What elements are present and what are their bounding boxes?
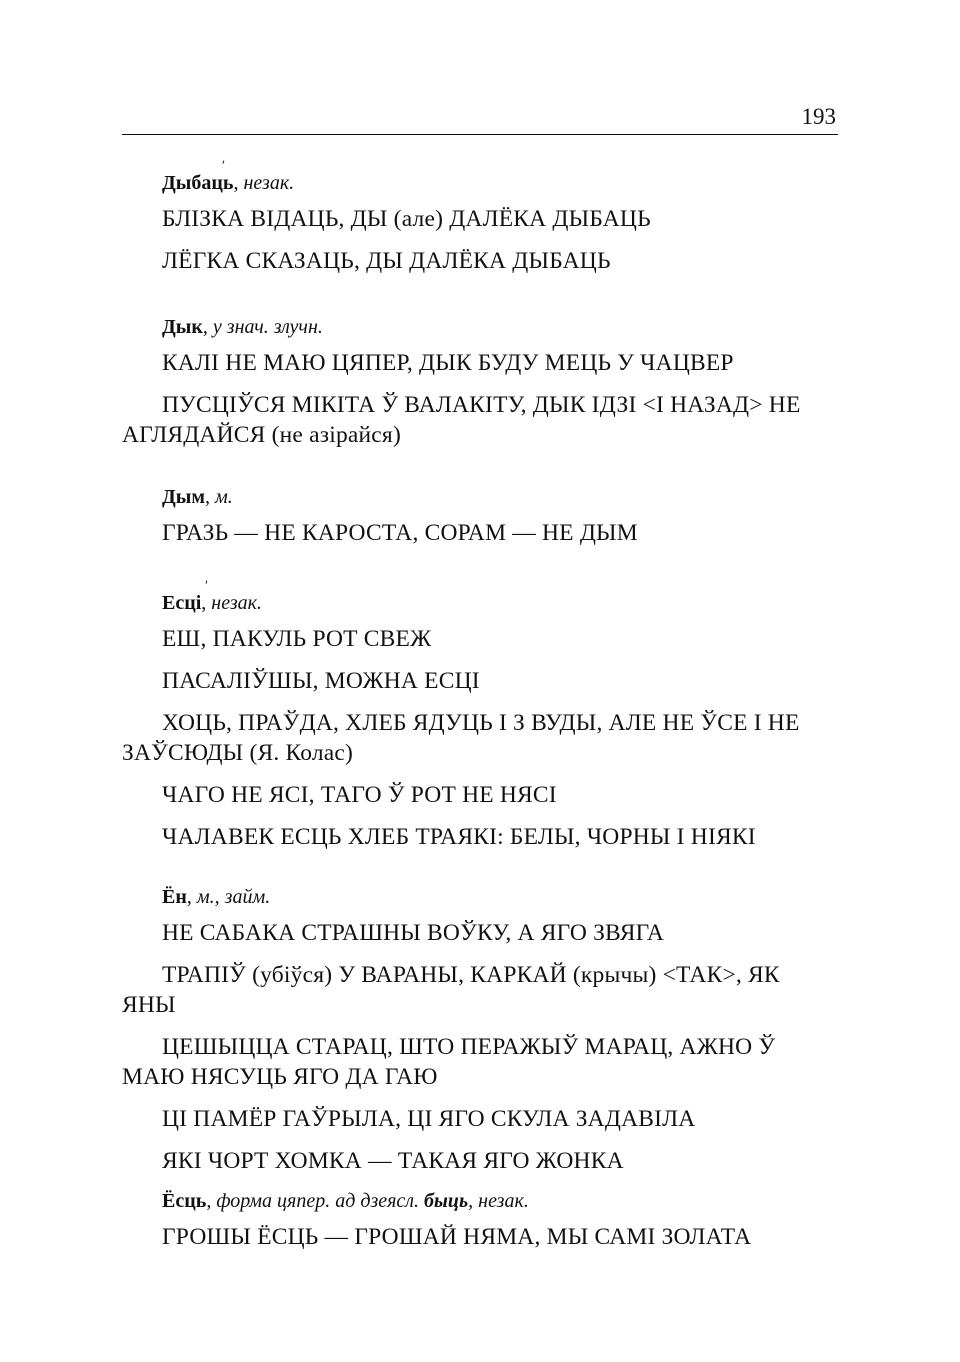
grammar-note: у знач. злучн. (212, 316, 323, 338)
page-number: 193 (801, 104, 836, 129)
headword: Дыбаць (162, 172, 234, 194)
saying: ЦЕШЫЦЦА СТАРАЦ, ШТО ПЕРАЖЫЎ МАРАЦ, АЖНО Ў МАЮ НЯСУЦЬ ЯГО ДА ГАЮ (122, 1034, 776, 1090)
grammar-note-post: незак. (478, 1190, 529, 1212)
saying: ГРОШЫ ЁСЦЬ — ГРОШАЙ НЯМА, МЫ САМІ ЗОЛАТА (162, 1224, 752, 1250)
headword: Дык (162, 316, 203, 338)
saying: ГРАЗЬ — НЕ КАРОСТА, СОРАМ — НЕ ДЫМ (162, 520, 638, 546)
headword-line: Ён, м., займ. (162, 886, 271, 908)
headword: Дым (162, 486, 205, 508)
saying: ЛЁГКА СКАЗАЦЬ, ДЫ ДАЛЁКА ДЫБАЦЬ (162, 248, 611, 274)
saying: ПАСАЛІЎШЫ, МОЖНА ЕСЦІ (162, 668, 480, 694)
headword: Ёсць (162, 1190, 207, 1212)
entry-jon (122, 884, 838, 1176)
grammar-note: форма цяпер. ад дзеясл. быць, незак. (216, 1190, 529, 1212)
header-rule (122, 134, 838, 135)
headword-line: ʹ Дыбаць, незак. (162, 159, 295, 194)
entry-josc (122, 1188, 838, 1252)
headword: Есці (162, 592, 202, 614)
headword: Ён (162, 886, 187, 908)
saying: ХОЦЬ, ПРАЎДА, ХЛЕБ ЯДУЦЬ І З ВУДЫ, АЛЕ НЕ ЎСЕ І НЕ ЗАЎСЮДЫ (Я. Колас) (122, 710, 800, 766)
dictionary-body (122, 159, 838, 1264)
saying: ЯКІ ЧОРТ ХОМКА — ТАКАЯ ЯГО ЖОНКА (162, 1148, 624, 1174)
stress-mark: ʹ (205, 579, 209, 594)
saying: ЧАГО НЕ ЯСІ, ТАГО Ў РОТ НЕ НЯСІ (162, 782, 557, 808)
saying: ЦІ ПАМЁР ГАЎРЫЛА, ЦІ ЯГО СКУЛА ЗАДАВІЛА (162, 1106, 696, 1132)
grammar-note: м. (215, 486, 233, 508)
saying: ТРАПІЎ (убіўся) У ВАРАНЫ, КАРКАЙ (крычы) <ТАК>, ЯК ЯНЫ (122, 962, 780, 1018)
stress-mark: ʹ (222, 159, 226, 174)
grammar-note-pre: форма цяпер. ад дзеясл. (216, 1190, 420, 1212)
saying: НЕ САБАКА СТРАШНЫ ВОЎКУ, А ЯГО ЗВЯГА (162, 920, 665, 946)
headword-line: Ёсць, форма цяпер. ад дзеясл. быць, незак. (162, 1190, 529, 1212)
saying: БЛІЗКА ВІДАЦЬ, ДЫ (але) ДАЛЁКА ДЫБАЦЬ (162, 206, 651, 232)
saying: ПУСЦІЎСЯ МІКІТА Ў ВАЛАКІТУ, ДЫК ІДЗІ <І НАЗАД> НЕ АГЛЯДАЙСЯ (не азірайся) (122, 392, 801, 448)
saying: ЧАЛАВЕК ЕСЦЬ ХЛЕБ ТРАЯКІ: БЕЛЫ, ЧОРНЫ І НІЯКІ (162, 824, 756, 850)
saying: ЕШ, ПАКУЛЬ РОТ СВЕЖ (162, 626, 432, 652)
grammar-note: незак. (211, 592, 262, 614)
grammar-note-verb: быць (424, 1190, 469, 1212)
entry-dyk (122, 314, 838, 450)
headword-line: Дык, у знач. злучн. (162, 316, 323, 338)
grammar-note: м., займ. (196, 886, 271, 908)
entry-dybac (122, 159, 838, 276)
entry-esci (122, 579, 838, 852)
grammar-note: незак. (243, 172, 295, 194)
entry-dym (122, 484, 838, 548)
saying: КАЛІ НЕ МАЮ ЦЯПЕР, ДЫК БУДУ МЕЦЬ У ЧАЦВЕР (162, 350, 734, 376)
headword-line: ʹ Есці, незак. (162, 579, 262, 614)
headword-line: Дым, м. (162, 486, 233, 508)
